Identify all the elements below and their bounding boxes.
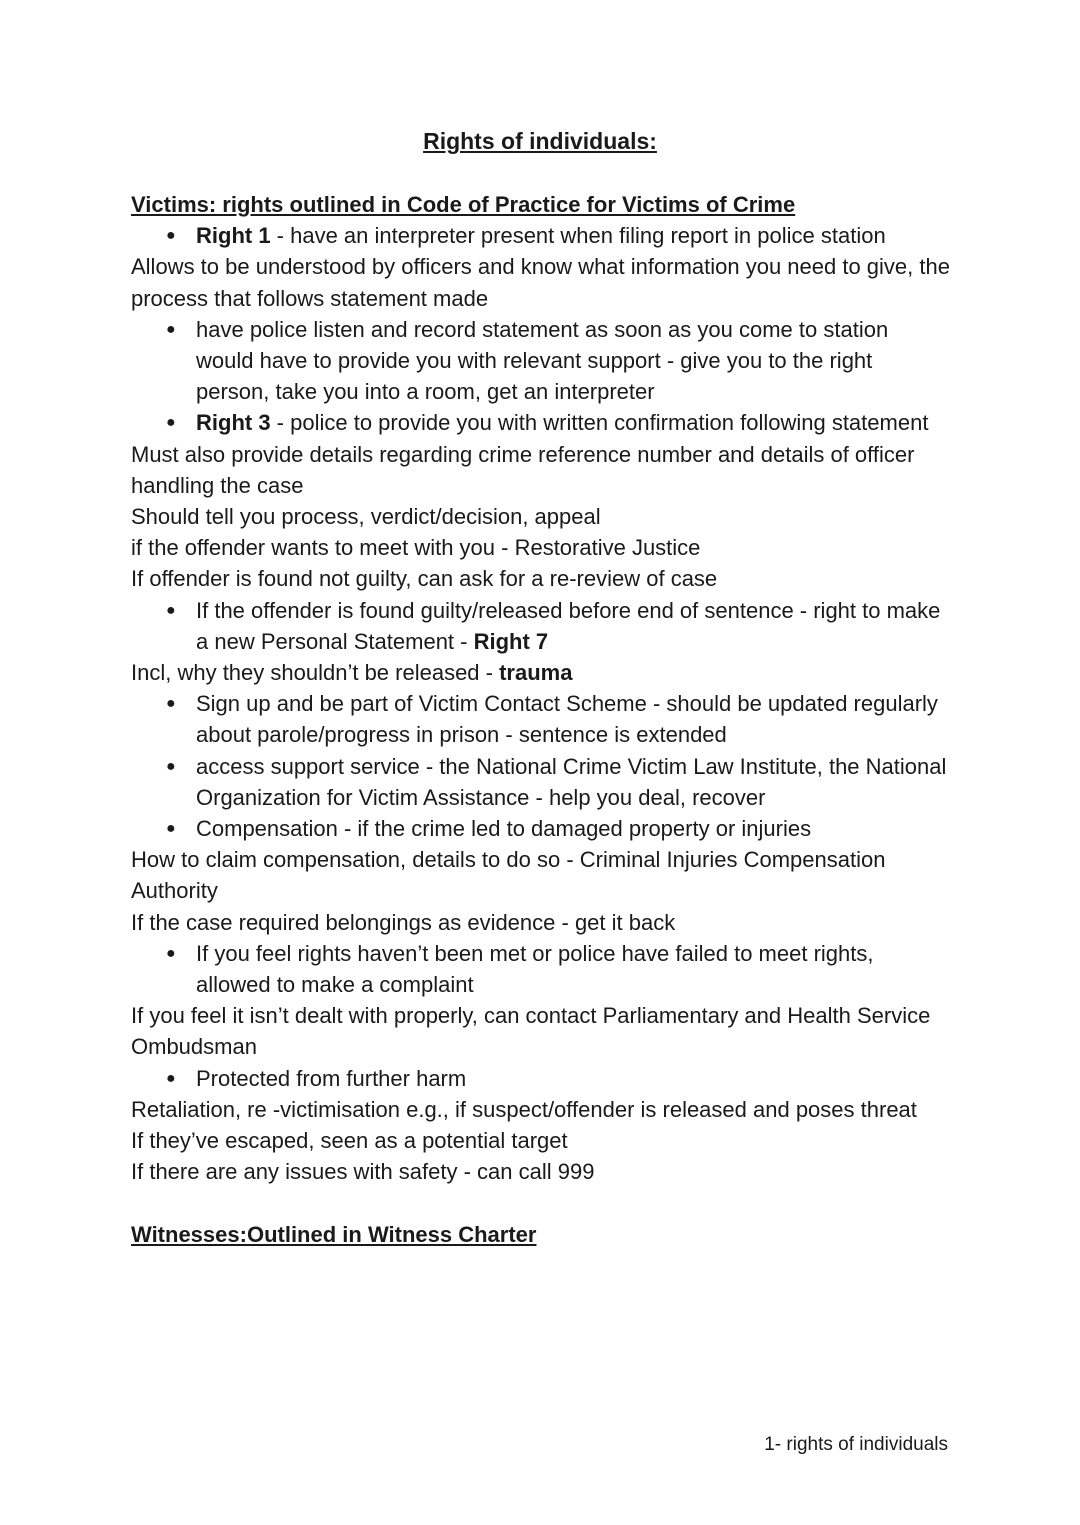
- list-item: ● If the offender is found guilty/released before end of sentence - right to make a new Personal Statement - Right 7: [131, 595, 951, 657]
- bullet-list: [131, 938, 951, 1000]
- bullet-list: [131, 314, 951, 439]
- document-body: [131, 189, 951, 1250]
- list-item: ● have police listen and record statement as soon as you come to station would have to provide you with relevant support - give you to the right person, take you into a room, get an interpreter: [131, 314, 951, 408]
- right-label: Right 3: [196, 410, 271, 436]
- paragraph: Retaliation, re -victimisation e.g., if suspect/offender is released and poses threat: [131, 1096, 917, 1122]
- spacer: [131, 1188, 951, 1219]
- paragraph: Should tell you process, verdict/decision, appeal: [131, 504, 601, 530]
- list-item: ● If you feel rights haven’t been met or police have failed to meet rights, allowed to make a complaint: [131, 938, 951, 1000]
- bullet-list: [131, 1063, 951, 1094]
- right-label: Right 7: [473, 628, 549, 654]
- victims-heading: Victims: rights outlined in Code of Practice for Victims of Crime: [131, 192, 796, 217]
- witnesses-heading: Witnesses:Outlined in Witness Charter: [131, 1221, 537, 1247]
- paragraph: If there are any issues with safety - can call 999: [131, 1159, 595, 1185]
- paragraph: Must also provide details regarding crime reference number and details of officer handling the case: [131, 441, 915, 498]
- emphasis: trauma: [499, 660, 573, 686]
- bullet-list: [131, 688, 951, 844]
- paragraph: If the case required belongings as evidence - get it back: [131, 909, 676, 935]
- paragraph: If offender is found not guilty, can ask for a re-review of case: [131, 566, 718, 592]
- list-item: ● Right 3 - police to provide you with written confirmation following statement: [131, 407, 951, 438]
- paragraph: If you feel it isn’t dealt with properly, can contact Parliamentary and Health Service Ombudsman: [131, 1003, 931, 1060]
- paragraph: if the offender wants to meet with you - Restorative Justice: [131, 535, 701, 561]
- list-item: ● Right 1 - have an interpreter present when filing report in police station: [131, 220, 951, 251]
- paragraph: Allows to be understood by officers and know what information you need to give, the process that follows statement made: [131, 254, 950, 311]
- list-item: ● access support service - the National Crime Victim Law Institute, the National Organization for Victim Assistance - help you deal, recover: [131, 751, 951, 813]
- right-label: Right 1: [196, 223, 271, 249]
- page-title: Rights of individuals:: [423, 128, 657, 154]
- paragraph: Incl, why they shouldn’t be released - trauma: [131, 660, 573, 686]
- list-item: ● Compensation - if the crime led to damaged property or injuries: [131, 813, 951, 844]
- page-footer: 1- rights of individuals: [764, 1434, 948, 1455]
- paragraph: How to claim compensation, details to do so - Criminal Injuries Compensation Authority: [131, 847, 886, 904]
- list-item: ● Protected from further harm: [131, 1063, 951, 1094]
- paragraph: If they’ve escaped, seen as a potential target: [131, 1128, 568, 1154]
- bullet-list: [131, 220, 951, 251]
- list-item: ● Sign up and be part of Victim Contact Scheme - should be updated regularly about parole/progress in prison - sentence is extended: [131, 688, 951, 750]
- bullet-list: [131, 595, 951, 657]
